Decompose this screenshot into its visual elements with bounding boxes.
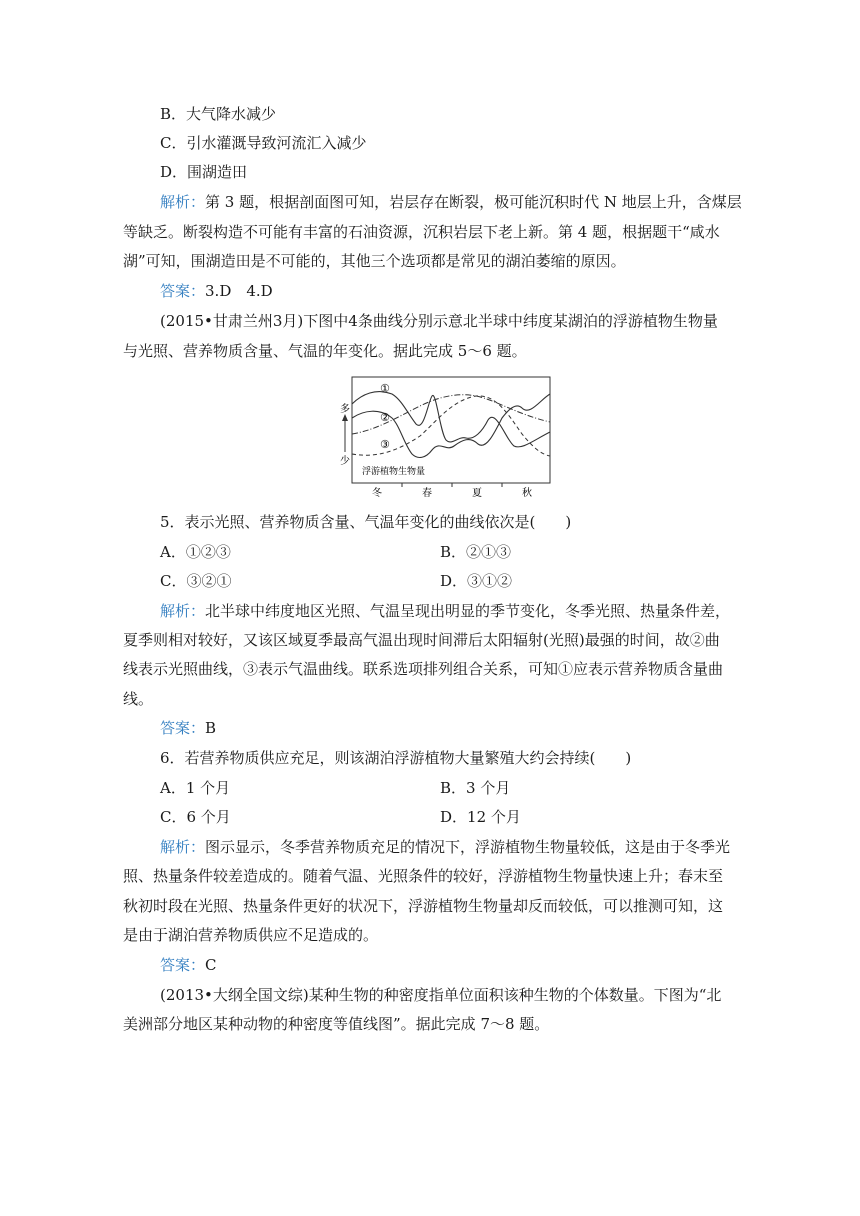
answer-5: 答案：B	[160, 719, 217, 737]
intro-7-8-line-2: 美洲部分地区某种动物的种密度等值线图”。据此完成 7～8 题。	[123, 1015, 550, 1033]
q6-option-d: D．12 个月	[440, 808, 521, 826]
analysis-5-line-2: 夏季则相对较好，又该区域夏季最高气温出现时间滞后太阳辐射(光照)最强的时间，故②曲	[123, 631, 720, 649]
option-b-prev: B．大气降水减少	[160, 105, 277, 123]
answer-label: 答案：	[160, 719, 206, 737]
analysis-6-line-1: 解析：图示显示，冬季营养物质充足的情况下，浮游植物生物量较低，这是由于冬季光	[160, 838, 731, 856]
answer-6: 答案：C	[160, 956, 217, 974]
q5-option-a: A．①②③	[160, 543, 231, 561]
q6-option-b: B．3 个月	[440, 779, 511, 797]
season-spring: 春	[422, 488, 432, 499]
q6-option-c: C．6 个月	[160, 808, 231, 826]
plankton-annual-change-figure	[336, 374, 556, 502]
analysis-6-line-2: 照、热量条件较差造成的。随着气温、光照条件的较好，浮游植物生物量快速上升；春末至	[123, 867, 724, 885]
analysis-3-4-line-3: 湖”可知，围湖造田是不可能的，其他三个选项都是常见的湖泊萎缩的原因。	[123, 252, 626, 270]
q5-stem: 5．表示光照、营养物质含量、气温年变化的曲线依次是( )	[160, 513, 572, 531]
analysis-label: 解析：	[160, 838, 206, 856]
answer-label: 答案：	[160, 282, 206, 300]
analysis-5-line-1: 解析：北半球中纬度地区光照、气温呈现出明显的季节变化，冬季光照、热量条件差，	[160, 602, 731, 620]
plankton-series-label: 浮游植物生物量	[362, 467, 426, 477]
answer-3-4: 答案：3.D 4.D	[160, 282, 273, 300]
season-winter: 冬	[372, 488, 382, 499]
q5-option-c: C．③②①	[160, 572, 232, 590]
y-low-label: 少	[340, 456, 350, 467]
analysis-5-line-4: 线。	[123, 690, 154, 708]
q5-option-d: D．③①②	[440, 572, 513, 590]
intro-5-6-line-2: 与光照、营养物质含量、气温的年变化。据此完成 5～6 题。	[123, 342, 527, 360]
analysis-label: 解析：	[160, 193, 206, 211]
curve-label-1: ①	[380, 382, 390, 395]
q6-stem: 6．若营养物质供应充足，则该湖泊浮游植物大量繁殖大约会持续( )	[160, 749, 632, 767]
season-summer: 夏	[472, 488, 482, 499]
analysis-5-line-3: 线表示光照曲线，③表示气温曲线。联系选项排列组合关系，可知①应表示营养物质含量曲	[123, 660, 724, 678]
y-high-label: 多	[340, 404, 350, 415]
analysis-3-4-line-1: 解析：第 3 题，根据剖面图可知，岩层存在断裂，极可能沉积时代 N 地层上升，含煤层	[160, 193, 742, 211]
season-autumn: 秋	[522, 488, 532, 499]
q6-option-a: A．1 个月	[160, 779, 231, 797]
option-c-prev: C．引水灌溉导致河流汇入减少	[160, 134, 367, 152]
option-d-prev: D．围湖造田	[160, 163, 248, 181]
analysis-6-line-3: 秋初时段在光照、热量条件更好的状况下，浮游植物生物量却反而较低，可以推测可知，这	[123, 897, 724, 915]
q5-option-b: B．②①③	[440, 543, 512, 561]
intro-5-6-line-1: (2015•甘肃兰州3月)下图中4条曲线分别示意北半球中纬度某湖泊的浮游植物生物量	[160, 312, 718, 330]
intro-7-8-line-1: (2013•大纲全国文综)某种生物的种密度指单位面积该种生物的个体数量。下图为“北	[160, 986, 722, 1004]
analysis-3-4-line-2: 等缺乏。断裂构造不可能有丰富的石油资源，沉积岩层下老上新。第 4 题，根据题干“咸水	[123, 223, 720, 241]
curve-label-3: ③	[380, 438, 390, 451]
curve-label-2: ②	[380, 411, 390, 424]
analysis-label: 解析：	[160, 602, 206, 620]
answer-label: 答案：	[160, 956, 206, 974]
y-axis-arrowhead	[342, 414, 348, 421]
analysis-6-line-4: 是由于湖泊营养物质供应不足造成的。	[123, 926, 379, 944]
